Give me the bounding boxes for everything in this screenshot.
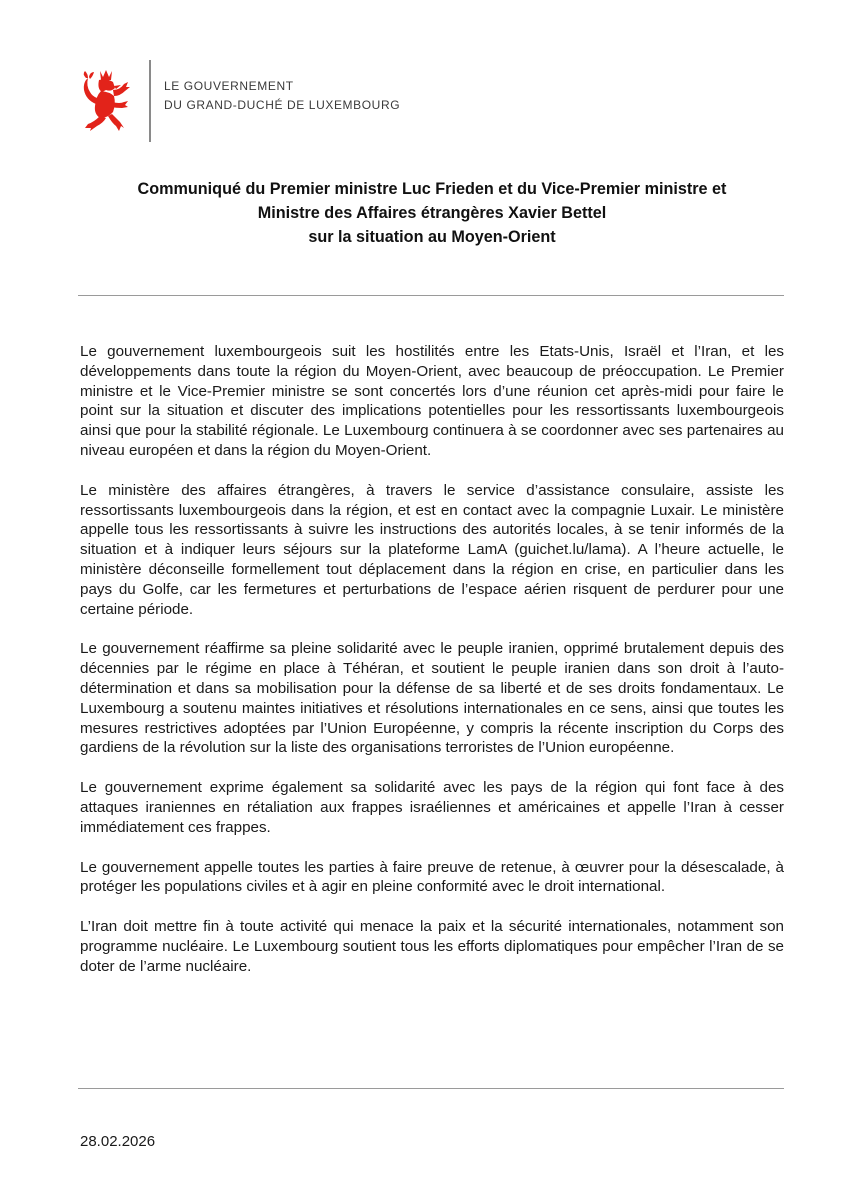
paragraph-3: Le gouvernement réaffirme sa pleine solidarité avec le peuple iranien, opprimé brutalement depuis des décennies par le régime en place à Téhéran, et soutient le peuple iranien dans son droit à l’auto-détermination et dans sa mobilisation pour la défense de sa liberté et de ses droits fondamentaux. Le Luxembourg a soutenu maintes initiatives et résolutions internationales en ce sens, ainsi que toutes les mesures restrictives adoptées par l’Union Européenne, y compris la récente inscription du Corps des gardiens de la révolution sur la liste des organisations terroristes de l’Union européenne. (80, 640, 784, 757)
header-divider (149, 60, 151, 142)
paragraph-6: L’Iran doit mettre fin à toute activité qui menace la paix et la sécurité internationales, notamment son programme nucléaire. Le Luxembourg soutient tous les efforts diplomatiques pour empêcher l’Iran de se doter de l’arme nucléaire. (80, 918, 784, 975)
government-header (80, 60, 500, 142)
paragraph-5: Le gouvernement appelle toutes les parties à faire preuve de retenue, à œuvrer pour la désescalade, à protéger les populations civiles et à agir en pleine conformité avec le droit international. (80, 858, 784, 896)
bottom-separator (78, 1088, 784, 1089)
document-date: 28.02.2026 (80, 1133, 156, 1150)
government-name (164, 77, 400, 115)
red-lion-logo (80, 68, 138, 134)
title-line-1: Communiqué du Premier ministre Luc Frieden et du Vice-Premier ministre et (137, 180, 727, 198)
government-line-2: DU GRAND-DUCHÉ DE LUXEMBOURG (164, 98, 401, 112)
title-line-3: sur la situation au Moyen-Orient (308, 228, 556, 246)
document-title (80, 177, 784, 249)
top-separator (78, 295, 784, 296)
paragraph-4: Le gouvernement exprime également sa solidarité avec les pays de la région qui font face à des attaques iraniennes en rétaliation aux frappes israéliennes et américaines et appelle l’Iran à cesser immédiatement ces frappes. (80, 779, 784, 836)
paragraph-1: Le gouvernement luxembourgeois suit les hostilités entre les Etats-Unis, Israël et l’Iran, et les développements dans toute la région du Moyen-Orient, avec beaucoup de préoccupation. Le Premier ministre et le Vice-Premier ministre se sont concertés lors d’une réunion cet après-midi pour faire le point sur la situation et discuter des implications potentielles pour les ressortissants luxembourgeois ainsi que pour la stabilité régionale. Le Luxembourg continuera à se coordonner avec ses partenaires au niveau européen et dans la région du Moyen-Orient. (80, 343, 784, 459)
document-body (80, 342, 784, 997)
government-line-1: LE GOUVERNEMENT (164, 79, 294, 93)
title-line-2: Ministre des Affaires étrangères Xavier Bettel (257, 204, 607, 222)
paragraph-2: Le ministère des affaires étrangères, à travers le service d’assistance consulaire, assiste les ressortissants luxembourgeois dans la région, et est en contact avec la compagnie Luxair. Le ministère appelle tous les ressortissants à suivre les instructions des autorités locales, à se tenir informés de la situation et à indiquer leurs séjours sur la plateforme LamA (guichet.lu/lama). A l’heure actuelle, le ministère déconseille formellement tout déplacement dans la région en crise, en particulier dans les pays du Golfe, car les fermetures et perturbations de l’espace aérien risquent de perdurer pour une certaine période. (80, 481, 784, 618)
